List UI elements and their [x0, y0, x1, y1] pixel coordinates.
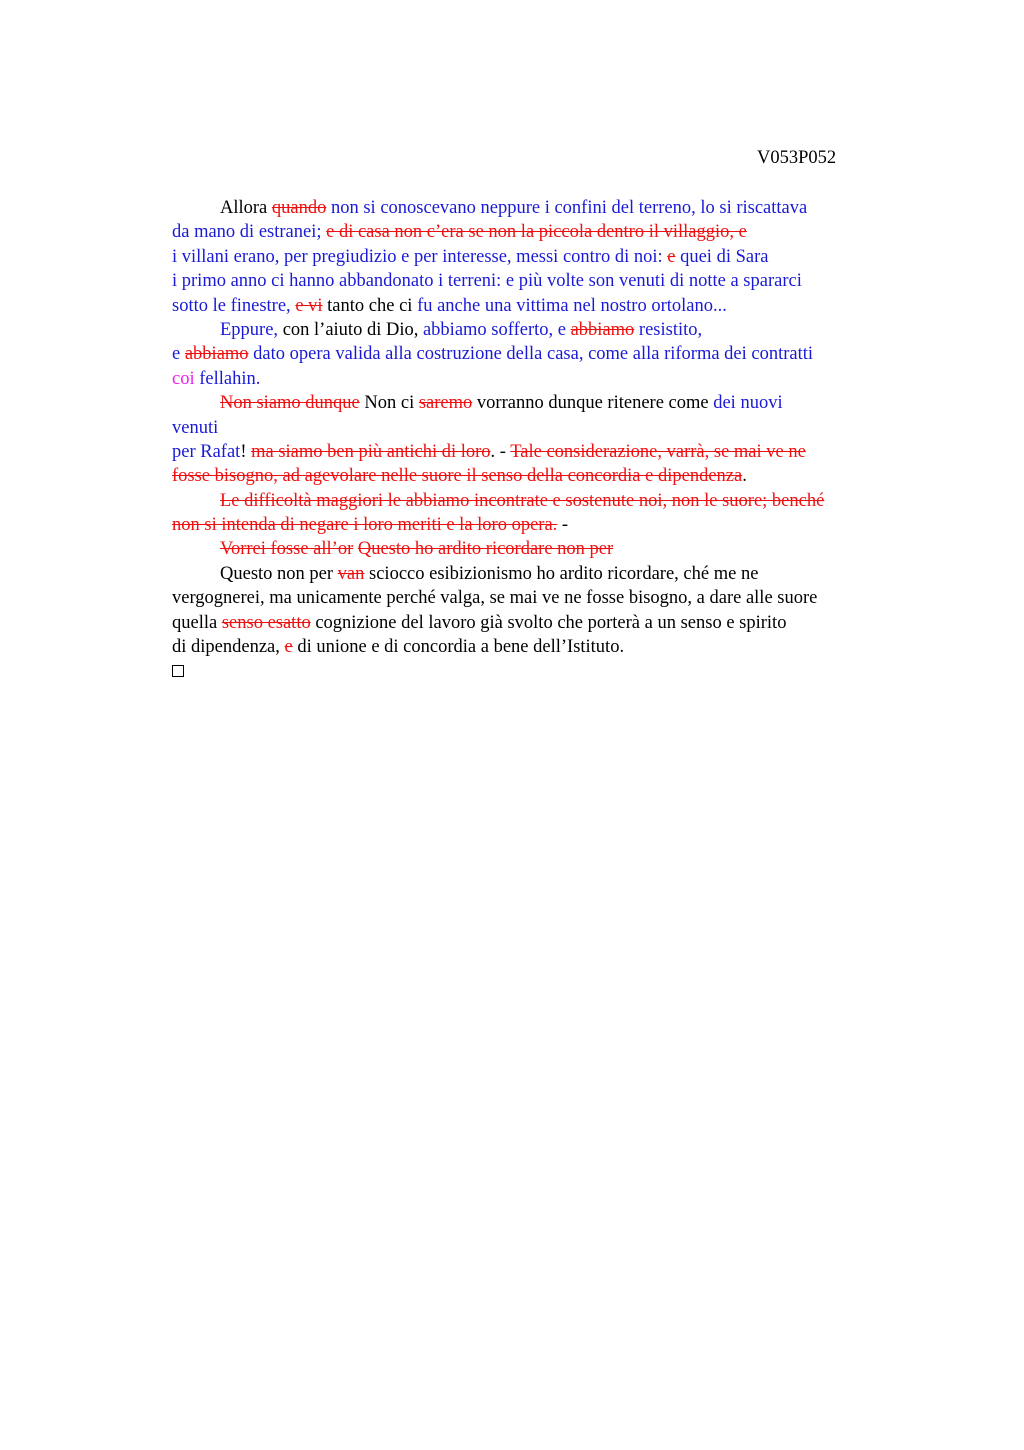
original-text: di dipendenza, [172, 637, 285, 658]
inserted-text: fellahin. [194, 368, 261, 389]
deleted-text: Non siamo dunque [220, 393, 360, 414]
deleted-text: e di casa non c’era se non la piccola dentro il villaggio, e [326, 222, 747, 243]
deleted-text: e vi [295, 295, 323, 316]
text-line [172, 245, 912, 269]
deleted-text: ma siamo ben più antichi di loro [251, 441, 491, 462]
page-id: V053P052 [757, 148, 837, 168]
original-text: - [557, 515, 569, 536]
text-line [172, 416, 912, 440]
text-line [172, 196, 912, 220]
inserted-text: abbiamo sofferto, e [422, 319, 571, 340]
deleted-text: non si intenda di negare i loro meriti e la loro opera. [172, 515, 558, 536]
deleted-text: Vorrei fosse all’or [220, 539, 354, 560]
original-text: Questo non per [220, 563, 338, 584]
inserted-text: i primo anno ci hanno abbandonato i terreni: e più volte son venuti di notte a spararci [172, 271, 802, 292]
inserted-text: quei di Sara [675, 246, 769, 267]
text-line [172, 269, 912, 293]
deleted-text: e [667, 246, 676, 267]
deleted-text: abbiamo [184, 344, 249, 365]
inserted-text: non si conoscevano neppure i confini del terreno, lo si riscattava [326, 198, 808, 218]
original-text: . [742, 466, 747, 487]
original-text: ! [240, 441, 252, 462]
deleted-text: quando [271, 198, 327, 218]
deleted-text: abbiamo [570, 319, 635, 340]
deleted-text: e [284, 637, 293, 658]
highlighted-text: coi [172, 368, 195, 389]
inserted-text: da mano di estranei; [172, 222, 322, 243]
inserted-text: dato opera valida alla costruzione della casa, come alla riforma dei contratti [248, 344, 814, 365]
end-of-document-box-icon [172, 665, 184, 677]
deleted-text: saremo [418, 393, 473, 414]
inserted-text: i villani erano, per pregiudizio e per interesse, messi contro di noi: [172, 246, 663, 267]
end-line [172, 659, 912, 683]
deleted-text: fosse bisogno, ad agevolare nelle suore il senso della concordia e dipendenza [172, 466, 743, 487]
text-line [172, 440, 912, 464]
text-line [172, 342, 912, 366]
original-text: vergognerei, ma unicamente perché valga, se mai ve ne fosse bisogno, a dare alle suore [172, 588, 818, 609]
inserted-text: e [172, 344, 185, 365]
text-line [172, 562, 912, 586]
text-line [172, 635, 912, 659]
inserted-text: sotto le finestre, [172, 295, 291, 316]
deleted-text: Tale considerazione, varrà, se mai ve ne [510, 441, 806, 462]
text-line [172, 294, 912, 318]
deleted-text: van [337, 563, 365, 584]
original-text: Allora [220, 198, 272, 218]
original-text: sciocco esibizionismo ho ardito ricordare, ché me ne [364, 563, 759, 584]
original-text: . - [490, 441, 511, 462]
original-text: vorranno dunque ritenere come [472, 393, 714, 414]
deleted-text: Le difficoltà maggiori le abbiamo incontrate e sostenute noi, non le suore; benché [220, 490, 825, 511]
text-line [172, 586, 912, 610]
original-text: con l’aiuto di Dio, [278, 319, 423, 340]
original-text: di unione e di concordia a bene dell’Istituto. [292, 637, 625, 658]
text-line [172, 464, 912, 488]
original-text: tanto che ci [322, 295, 418, 316]
text-line [172, 611, 912, 635]
text-line [172, 391, 912, 415]
text-line [172, 489, 912, 513]
inserted-text: fu anche una vittima nel nostro ortolano... [417, 295, 727, 316]
inserted-text: resistito, [634, 319, 703, 340]
original-text: quella [172, 612, 222, 633]
deleted-text: Questo ho ardito ricordare non per [357, 539, 614, 560]
original-text: cognizione del lavoro già svolto che porterà a un senso e spirito [310, 612, 787, 633]
inserted-text: per Rafat [172, 441, 241, 462]
text-line [172, 513, 912, 537]
inserted-text: Eppure, [220, 319, 279, 340]
text-line [172, 367, 912, 391]
original-text: Non ci [359, 393, 419, 414]
text-line [172, 537, 912, 561]
document-body [172, 196, 912, 684]
deleted-text: senso esatto [221, 612, 311, 633]
inserted-text: dei nuovi [713, 393, 783, 414]
inserted-text: venuti [172, 417, 219, 438]
text-line [172, 220, 912, 244]
text-line [172, 318, 912, 342]
